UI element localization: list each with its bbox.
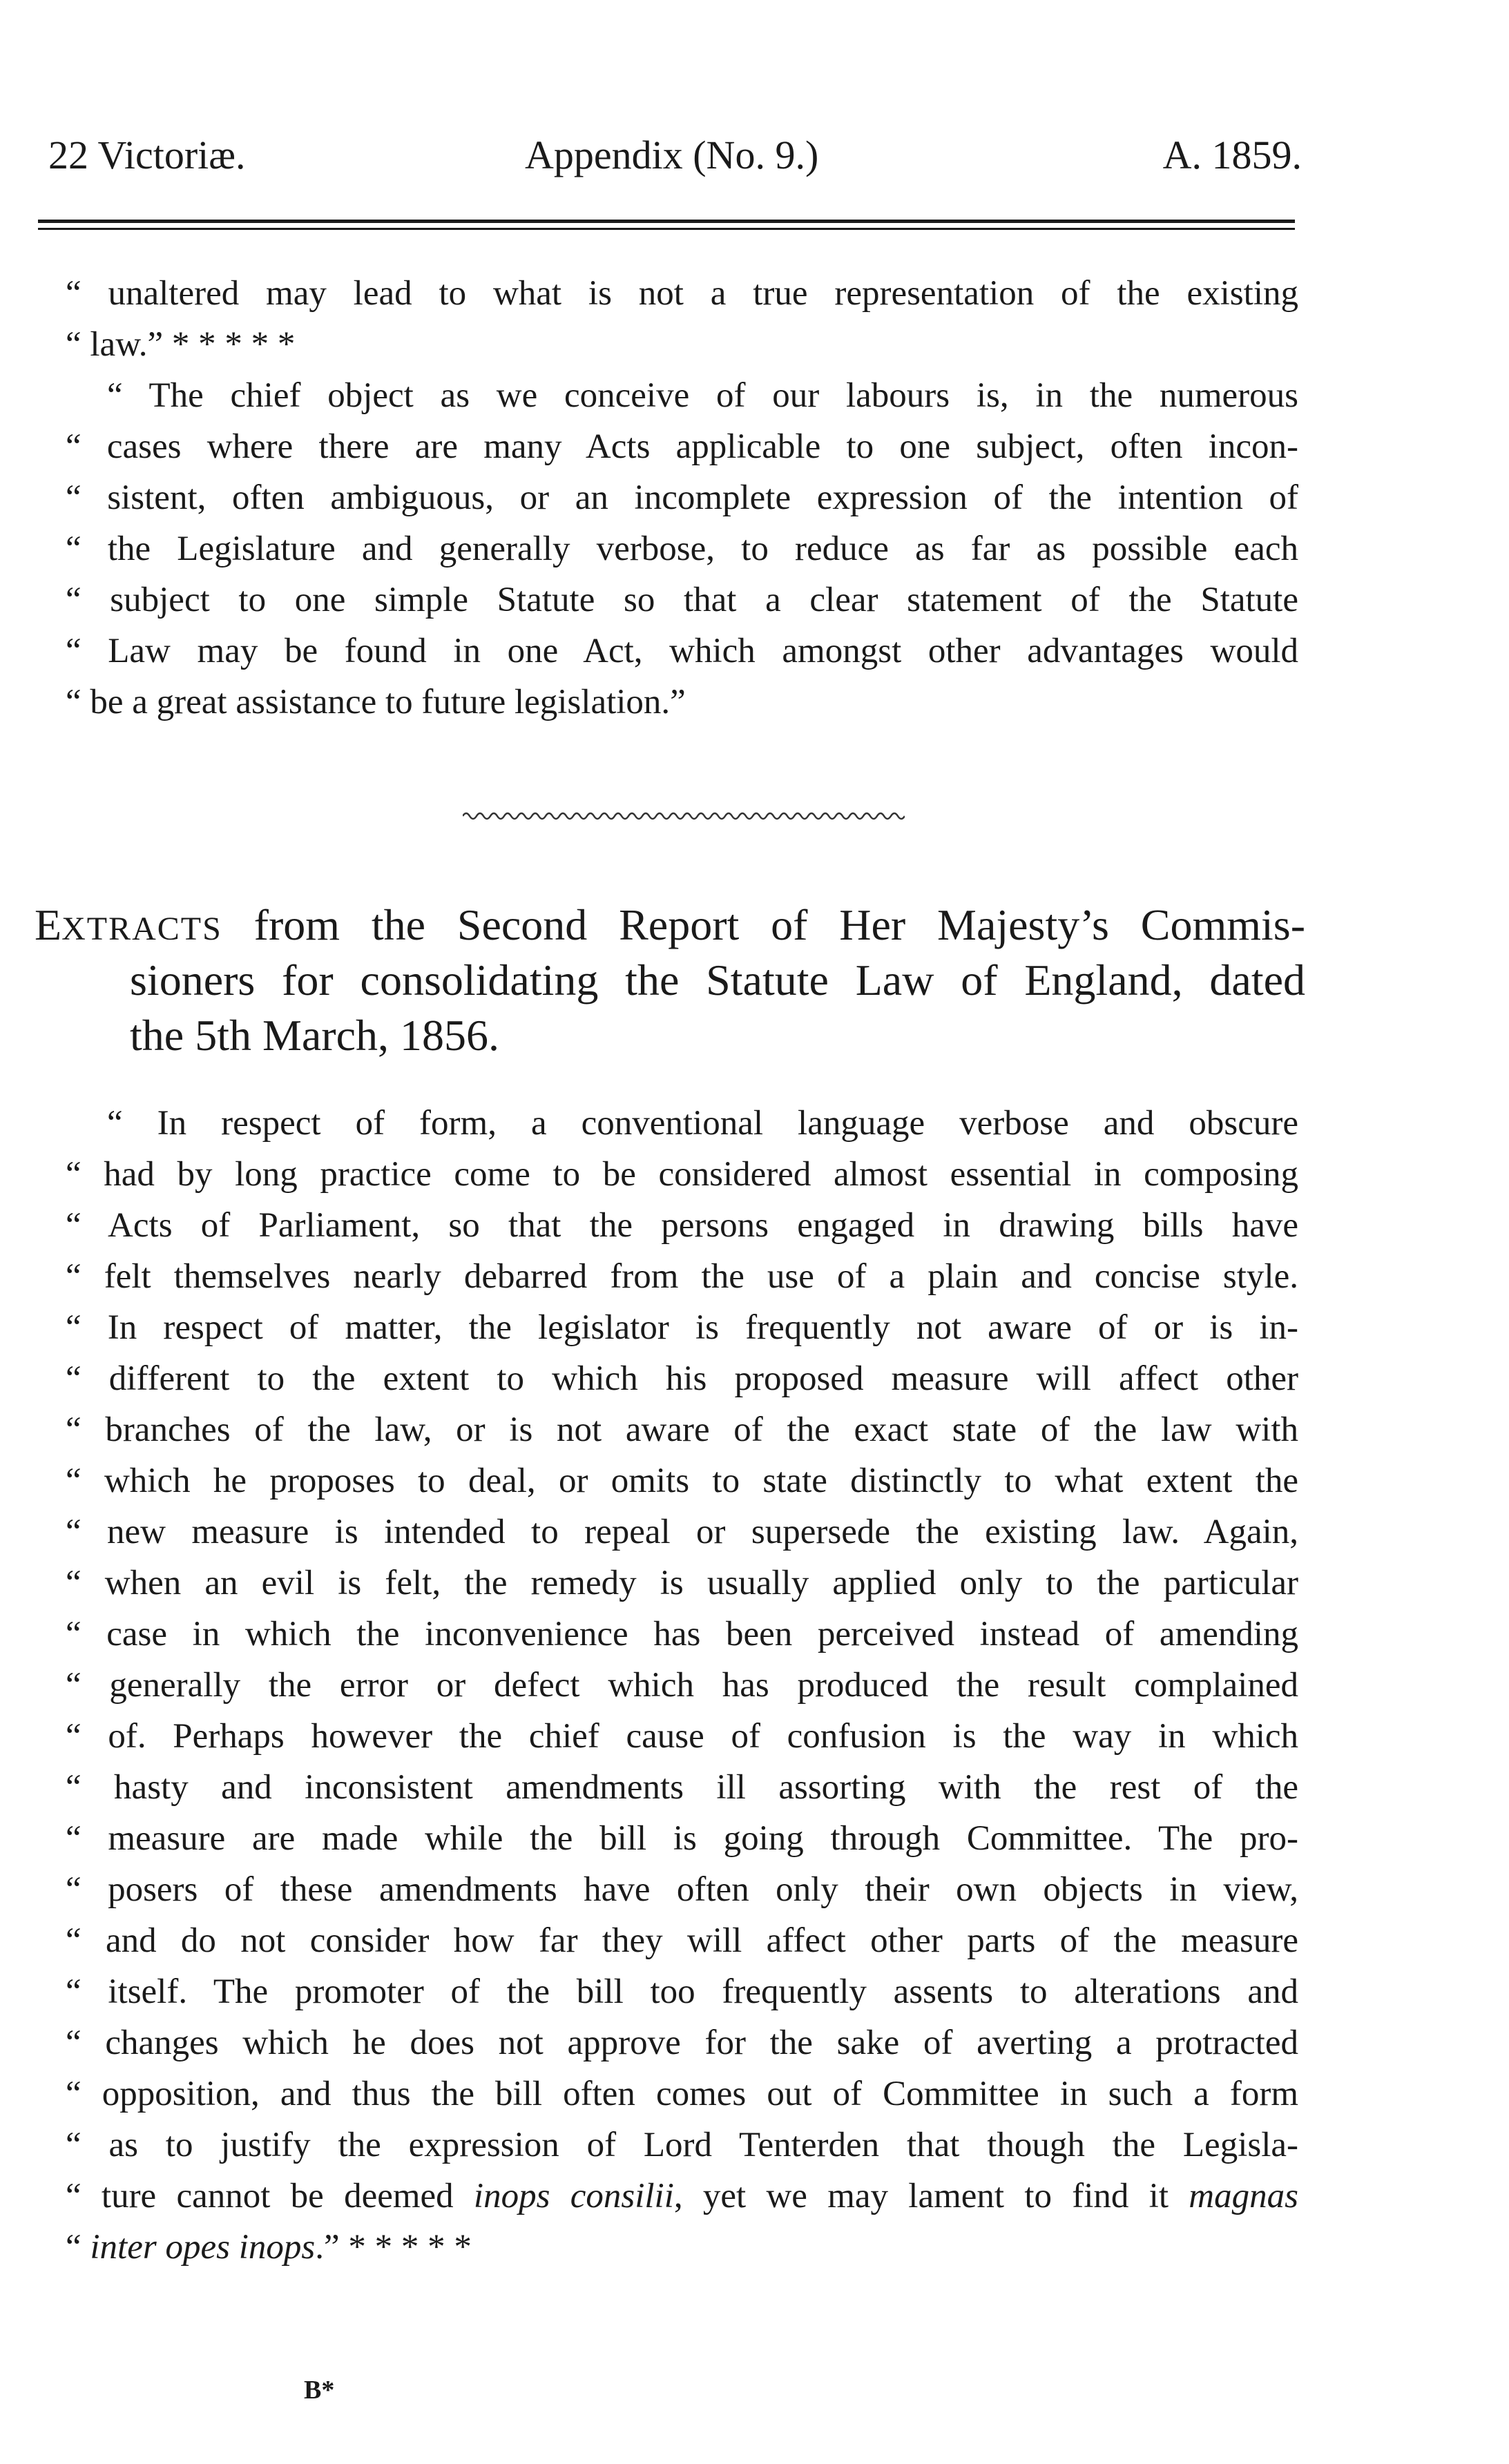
header-session: 22 Victoriæ. <box>48 133 246 177</box>
text-line: “ sistent, often ambiguous, or an incomplete expression of the intention of <box>66 478 1298 517</box>
text-line: “ when an evil is felt, the remedy is usually applied only to the particular <box>66 1564 1298 1602</box>
italic-phrase: magnas <box>1189 2177 1298 2215</box>
italic-phrase: inter opes inops <box>90 2228 316 2267</box>
text-line: “ different to the extent to which his proposed measure will affect other <box>66 1359 1298 1398</box>
text-line: “ felt themselves nearly debarred from the use of a plain and concise style. <box>66 1257 1298 1296</box>
section-heading <box>35 898 1305 1063</box>
text-line: “ posers of these amendments have often only their own objects in view, <box>66 1870 1298 1909</box>
text-line: “ changes which he does not approve for the sake of averting a protracted <box>66 2024 1298 2062</box>
header-rule-top <box>38 220 1295 223</box>
text-segment: .” * * * * * <box>315 2228 472 2267</box>
heading-initial: E <box>35 900 62 949</box>
text-segment: , yet we may lament to find it <box>673 2177 1189 2215</box>
quotation-second-report <box>66 1098 1298 2273</box>
text-line <box>66 2222 1298 2273</box>
text-line: “ the Legislature and generally verbose, to reduce as far as possible each <box>66 530 1298 568</box>
italic-phrase: inops consilii <box>473 2177 674 2215</box>
text-line: “ cases where there are many Acts applicable to one subject, often incon- <box>66 427 1298 466</box>
text-line: “ new measure is intended to repeal or supersede the existing law. Again, <box>66 1513 1298 1551</box>
heading-line: the 5th March, 1856. <box>130 1011 499 1060</box>
text-line: “ In respect of matter, the legislator is frequently not aware of or is in- <box>66 1308 1298 1347</box>
printer-signature-mark: B* <box>304 2376 335 2405</box>
header-year: A. 1859. <box>1162 133 1302 177</box>
running-header <box>48 124 1302 186</box>
text-line: “ which he proposes to deal, or omits to state distinctly to what extent the <box>66 1462 1298 1500</box>
text-line: “ of. Perhaps however the chief cause of confusion is the way in which <box>66 1717 1298 1756</box>
text-line: “ and do not consider how far they will affect other parts of the measure <box>66 1921 1298 1960</box>
text-segment: “ <box>66 2228 90 2267</box>
text-line: “ generally the error or defect which has produced the result complained <box>66 1666 1298 1705</box>
text-line: “ as to justify the expression of Lord Tenterden that though the Legisla- <box>66 2126 1298 2164</box>
text-line: “ itself. The promoter of the bill too frequently assents to alterations and <box>66 1972 1298 2011</box>
text-line: “ opposition, and thus the bill often comes out of Committee in such a form <box>66 2075 1298 2113</box>
text-line: “ be a great assistance to future legislation.” <box>66 683 686 721</box>
text-line: “ had by long practice come to be considered almost essential in composing <box>66 1155 1298 1194</box>
text-line: “ unaltered may lead to what is not a true representation of the existing <box>66 274 1298 313</box>
heading-line1-text: from the Second Report of Her Majesty’s Commis- <box>222 900 1305 949</box>
text-line: “ branches of the law, or is not aware of the exact state of the law with <box>66 1410 1298 1449</box>
text-segment: “ ture cannot be deemed <box>66 2177 474 2215</box>
heading-line <box>35 898 1305 953</box>
heading-smallcaps: XTRACTS <box>61 911 222 947</box>
text-line: “ law.” * * * * * <box>66 325 296 364</box>
text-line: “ Law may be found in one Act, which amongst other advantages would <box>66 632 1298 670</box>
heading-line: sioners for consolidating the Statute Law of England, dated <box>130 955 1305 1005</box>
text-line: “ subject to one simple Statute so that a clear statement of the Statute <box>66 581 1298 619</box>
text-line: “ measure are made while the bill is going through Committee. The pro- <box>66 1819 1298 1858</box>
section-divider-ornament <box>463 808 905 824</box>
text-line <box>66 2171 1298 2222</box>
text-line: “ The chief object as we conceive of our labours is, in the numerous <box>107 376 1298 415</box>
text-line: “ In respect of form, a conventional language verbose and obscure <box>107 1104 1298 1143</box>
text-line: “ case in which the inconvenience has been perceived instead of amending <box>66 1615 1298 1653</box>
header-rule-bottom <box>38 228 1295 230</box>
header-appendix: Appendix (No. 9.) <box>525 133 819 177</box>
text-line: “ hasty and inconsistent amendments ill assorting with the rest of the <box>66 1768 1298 1807</box>
text-line: “ Acts of Parliament, so that the persons engaged in drawing bills have <box>66 1206 1298 1245</box>
quotation-first-report <box>66 268 1298 728</box>
